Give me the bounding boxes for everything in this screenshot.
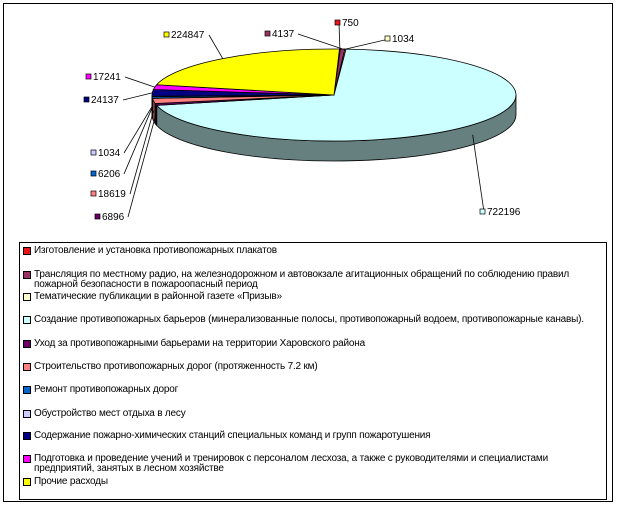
leader-line	[209, 35, 223, 59]
data-label: 1034	[98, 148, 121, 159]
legend-item	[23, 292, 604, 302]
legend-item	[23, 315, 604, 325]
data-label-marker	[86, 74, 91, 79]
legend-item	[23, 339, 604, 349]
legend-item	[23, 246, 604, 256]
data-label-marker	[91, 191, 96, 196]
legend-label: Трансляция по местному радио, на железнодорожном и автовокзале агитационных обращений по соблюдению правил пожарной безопасности в пожароопасный период	[34, 269, 570, 290]
legend-swatch	[23, 386, 31, 394]
legend-item	[23, 362, 604, 372]
legend-item	[23, 270, 604, 290]
legend-item	[23, 477, 604, 487]
legend-label: Тематические публикации в районной газете «Призыв»	[34, 291, 282, 302]
data-label: 1034	[392, 34, 415, 45]
legend-swatch	[23, 455, 31, 463]
leader-line	[128, 114, 156, 217]
legend-swatch	[23, 293, 31, 301]
data-label-marker	[95, 214, 100, 219]
legend-item	[23, 409, 604, 419]
data-label: 17241	[93, 72, 121, 83]
data-label-marker	[265, 31, 270, 36]
leader-line	[339, 23, 340, 49]
legend-label: Создание противопожарных барьеров (минерализованные полосы, противопожарный водоем, противопожарные канавы).	[34, 314, 584, 325]
legend-swatch	[23, 340, 31, 348]
chart-legend	[19, 242, 607, 500]
leader-line	[123, 93, 152, 100]
leader-line	[298, 34, 343, 49]
legend-item	[23, 385, 604, 395]
data-label: 24137	[91, 95, 119, 106]
data-label: 6896	[102, 212, 125, 223]
data-label: 4137	[272, 29, 295, 40]
data-label-marker	[84, 97, 89, 102]
legend-swatch	[23, 363, 31, 371]
data-label: 18619	[98, 189, 126, 200]
legend-swatch	[23, 316, 31, 324]
legend-swatch	[23, 247, 31, 255]
legend-label: Прочие расходы	[34, 476, 108, 487]
legend-label: Ремонт противопожарных дорог	[34, 384, 179, 395]
data-label-marker	[480, 209, 485, 214]
data-label-marker	[91, 171, 96, 176]
data-label-marker	[385, 36, 390, 41]
legend-swatch	[23, 271, 31, 279]
data-label: 750	[342, 18, 359, 29]
data-label: 722196	[487, 207, 521, 218]
data-label-marker	[335, 20, 340, 25]
legend-label: Уход за противопожарными барьерами на территории Харовского района	[34, 338, 365, 349]
legend-label: Обустройство мест отдыха в лесу	[34, 408, 186, 419]
legend-item	[23, 431, 604, 441]
leader-line	[125, 77, 155, 87]
legend-label: Подготовка и проведение учений и тренировок с персоналом лесхоза, а также с руководителями и специалистами предприятий, занятых в лесном хозяйстве	[34, 453, 548, 474]
chart-frame	[3, 3, 613, 502]
data-label-marker	[164, 32, 169, 37]
leader-line	[473, 135, 484, 212]
leader-line	[345, 39, 389, 49]
legend-swatch	[23, 410, 31, 418]
legend-label: Строительство противопожарных дорог (протяженность 7.2 км)	[34, 361, 318, 372]
legend-label: Изготовление и установка противопожарных плакатов	[34, 245, 277, 256]
data-label: 6206	[98, 169, 121, 180]
legend-swatch	[23, 478, 31, 486]
data-label: 224847	[171, 30, 205, 41]
pie-chart	[4, 4, 614, 240]
legend-item	[23, 454, 604, 474]
legend-label: Содержание пожарно-химических станций специальных команд и групп пожаротушения	[34, 430, 431, 441]
legend-swatch	[23, 432, 31, 440]
data-label-marker	[91, 150, 96, 155]
